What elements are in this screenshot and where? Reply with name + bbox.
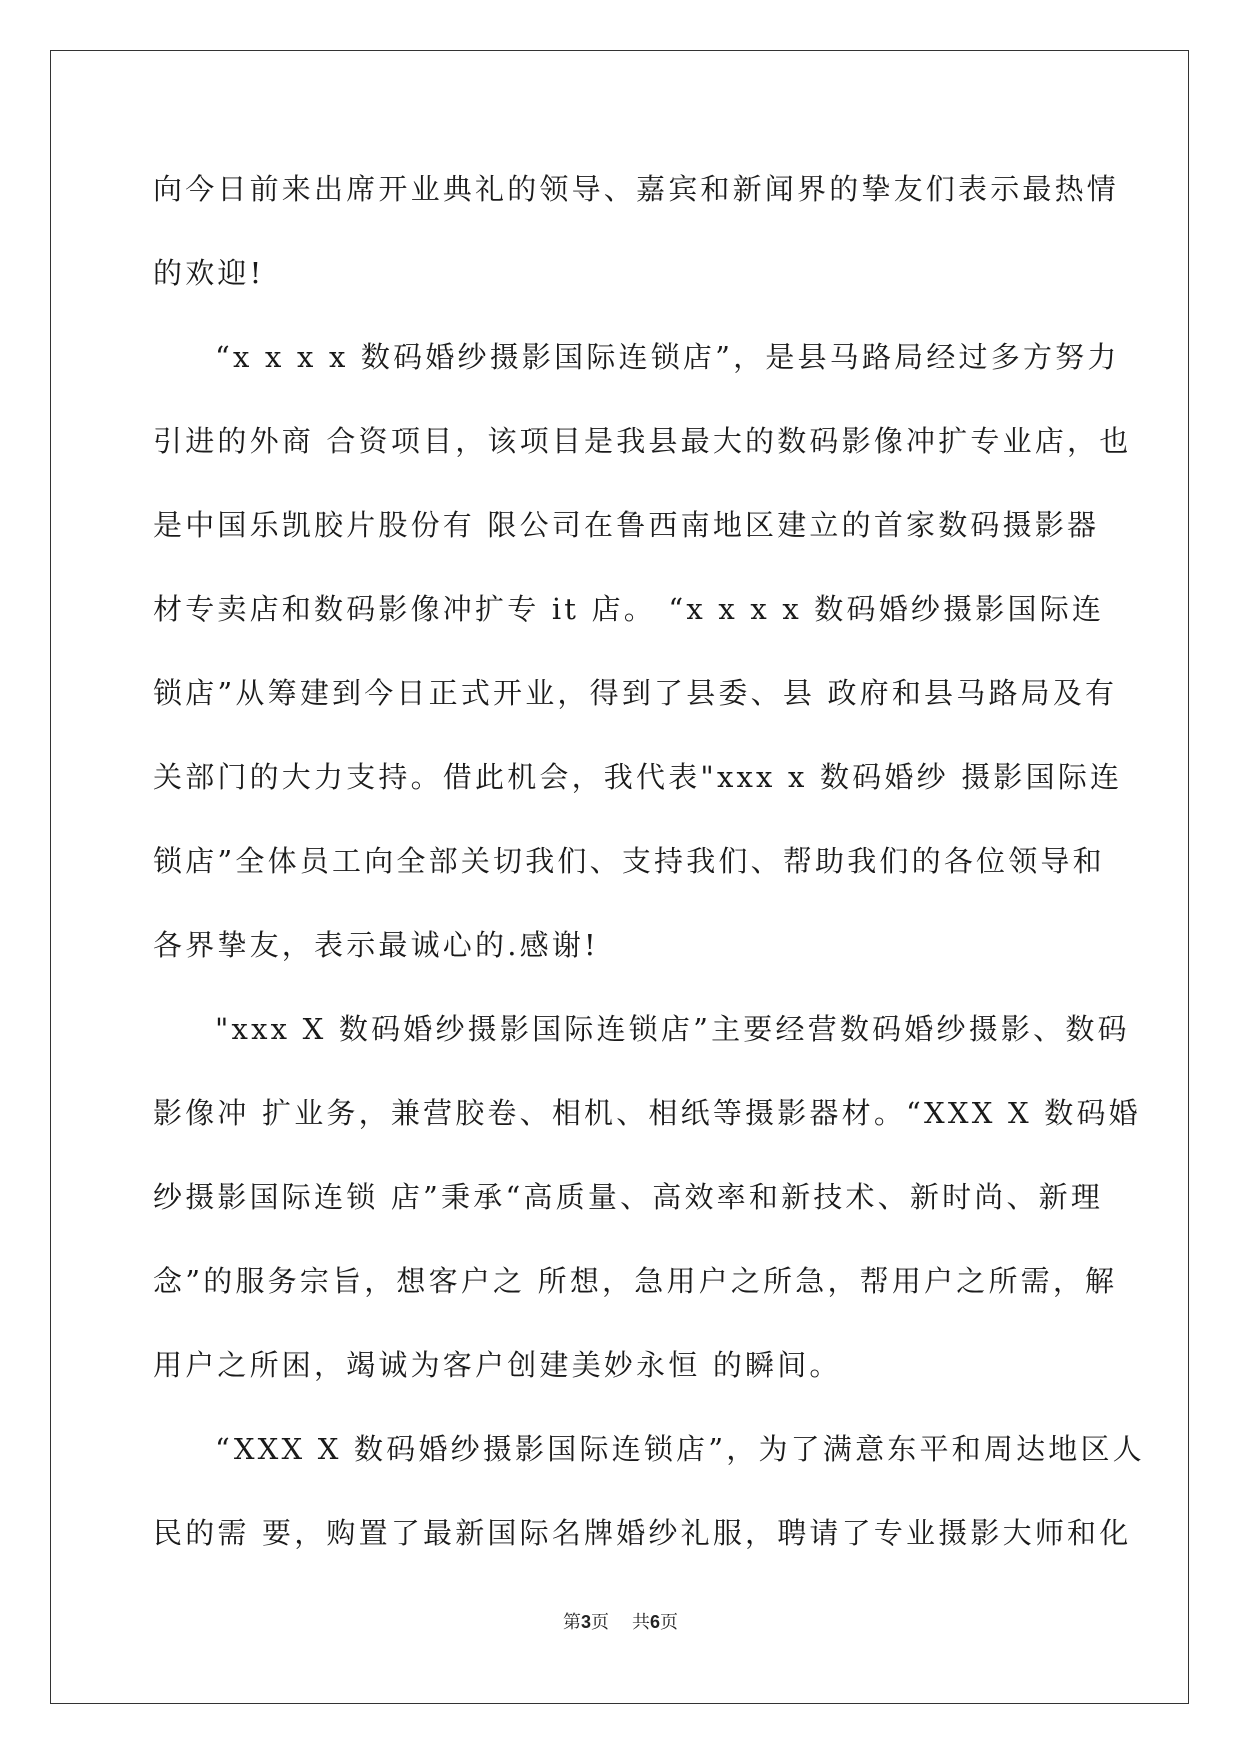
page-label-suffix: 页 (591, 1612, 610, 1633)
total-label-prefix: 共 (631, 1612, 650, 1633)
text-line: “XXX X 数码婚纱摄影国际连锁店”，为了满意东平和周达地区人 (215, 1432, 1145, 1466)
total-label-suffix: 页 (659, 1612, 678, 1633)
text-line: 用户之所困，竭诚为客户创建美妙永恒 的瞬间。 (153, 1348, 842, 1382)
page-label-prefix: 第 (563, 1612, 582, 1633)
text-line: 影像冲 扩业务，兼营胶卷、相机、相纸等摄影器材。“XXX X 数码婚 (153, 1096, 1141, 1130)
page-footer (0, 1608, 1241, 1634)
text-line: 关部门的大力支持。借此机会，我代表"xxx x 数码婚纱 摄影国际连 (153, 760, 1123, 794)
text-line: 的欢迎! (153, 256, 265, 290)
text-line: 材专卖店和数码影像冲扩专 it 店。 “x x x x 数码婚纱摄影国际连 (153, 592, 1105, 626)
total-page-number: 6 (649, 1612, 660, 1632)
text-line: 是中国乐凯胶片股份有 限公司在鲁西南地区建立的首家数码摄影器 (153, 508, 1100, 542)
text-line: "xxx X 数码婚纱摄影国际连锁店”主要经营数码婚纱摄影、数码 (215, 1012, 1130, 1046)
text-line: 民的需 要，购置了最新国际名牌婚纱礼服，聘请了专业摄影大师和化 (153, 1516, 1132, 1550)
text-line: 锁店”从筹建到今日正式开业，得到了县委、县 政府和县马路局及有 (153, 676, 1118, 710)
text-line: 各界挚友，表示最诚心的.感谢! (153, 928, 599, 962)
text-line: 引进的外商 合资项目，该项目是我县最大的数码影像冲扩专业店，也 (153, 424, 1132, 458)
text-line: “x x x x 数码婚纱摄影国际连锁店”，是县马路局经过多方努力 (215, 340, 1120, 374)
text-line: 向今日前来出席开业典礼的领导、嘉宾和新闻界的挚友们表示最热情 (153, 172, 1120, 206)
text-line: 纱摄影国际连锁 店”秉承“高质量、高效率和新技术、新时尚、新理 (153, 1180, 1104, 1214)
current-page-number: 3 (581, 1612, 592, 1632)
document-body (153, 162, 1145, 1590)
text-line: 念”的服务宗旨，想客户之 所想，急用户之所急，帮用户之所需，解 (153, 1264, 1118, 1298)
text-line: 锁店”全体员工向全部关切我们、支持我们、帮助我们的各位领导和 (153, 844, 1105, 878)
